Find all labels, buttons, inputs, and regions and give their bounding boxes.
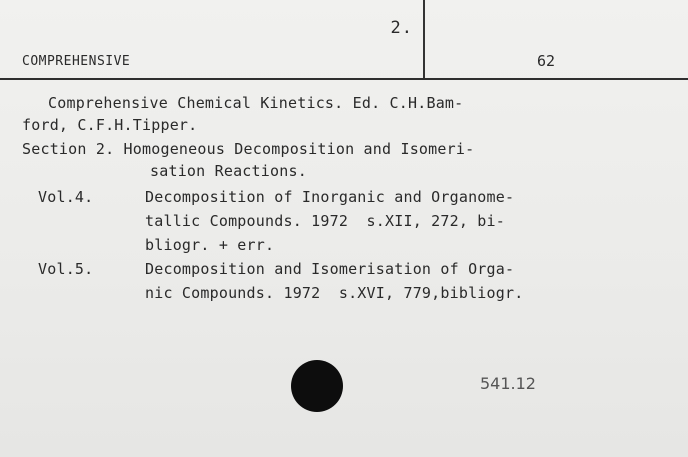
card-number: 2.: [390, 18, 413, 38]
subject-heading: COMPREHENSIVE: [22, 54, 131, 69]
header-left-cell: [0, 0, 425, 78]
header-divider: [0, 78, 688, 80]
volume-4-line-1: Decomposition of Inorganic and Organome-: [145, 188, 515, 206]
volume-4-line-3: bliogr. + err.: [145, 236, 275, 254]
volume-4-line-2: tallic Compounds. 1972 s.XII, 272, bi-: [145, 212, 505, 230]
entry-line-1: Comprehensive Chemical Kinetics. Ed. C.H.Bam-: [48, 94, 464, 112]
volume-4-label: Vol.4.: [38, 188, 94, 206]
header-right-cell: [425, 0, 688, 78]
volume-5-line-2: nic Compounds. 1972 s.XVI, 779,bibliogr.: [145, 284, 524, 302]
volume-5-label: Vol.5.: [38, 260, 94, 278]
classification-code: 62: [537, 52, 556, 70]
entry-line-3: Section 2. Homogeneous Decomposition and Isomeri-: [22, 140, 475, 158]
volume-5-line-1: Decomposition and Isomerisation of Orga-: [145, 260, 515, 278]
entry-line-2: ford, C.F.H.Tipper.: [22, 116, 198, 134]
punch-hole: [291, 360, 343, 412]
call-number: 541.12: [480, 374, 536, 393]
entry-line-4: sation Reactions.: [150, 162, 307, 180]
